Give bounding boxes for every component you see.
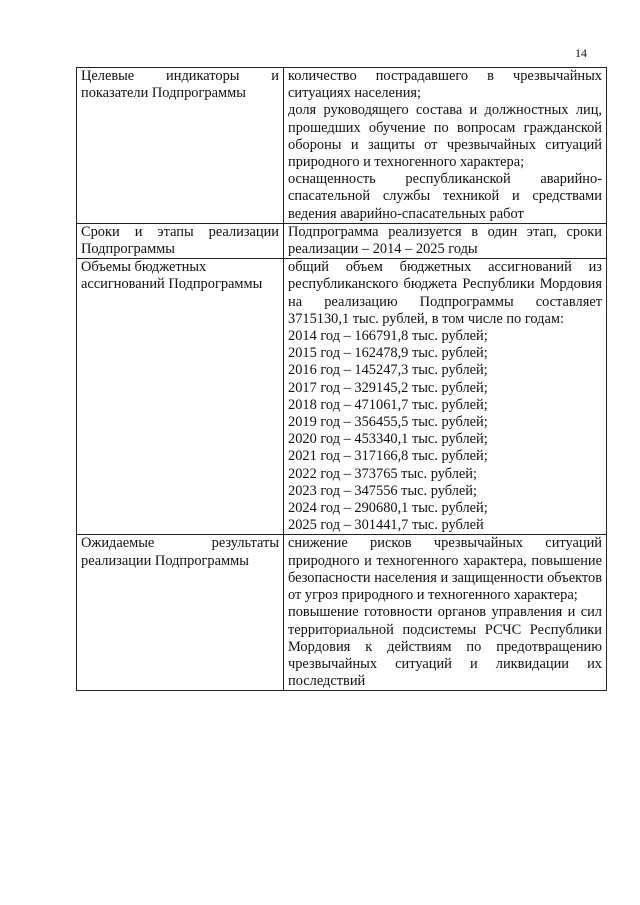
row-label-terms: Сроки и этапы реализации Подпрограммы [77,223,284,258]
table-row [77,68,607,224]
row-label-results: Ожидаемые результаты реализации Подпрограммы [77,535,284,691]
budget-year-line: 2022 год – 373765 тыс. рублей; [288,465,477,482]
row-value-indicators [284,68,607,224]
results-paragraph: снижение рисков чрезвычайных ситуаций природного и техногенного характера, повышение безопасности населения и защищенности объектов от угроз природного и техногенного характера; [288,535,602,604]
subprogram-passport-table [76,67,607,691]
indicator-paragraph: оснащенность республиканской аварийно-спасательной службы техникой и средствами ведения аварийно-спасательных работ [288,171,602,222]
table-row [77,535,607,691]
budget-year-line: 2018 год – 471061,7 тыс. рублей; [288,396,488,413]
indicator-paragraph: доля руководящего состава и должностных лиц, прошедших обучение по вопросам гражданской обороны и защиты от чрезвычайных ситуаций природного и техногенного характера; [288,102,602,171]
page-number: 14 [575,46,587,60]
budget-year-line: 2015 год – 162478,9 тыс. рублей; [288,345,488,362]
row-label-indicators: Целевые индикаторы и показатели Подпрограммы [77,68,284,224]
row-value-terms [284,223,607,258]
budget-intro: общий объем бюджетных ассигнований из республиканского бюджета Республики Мордовия на реализацию Подпрограммы составляет 3715130,1 тыс. рублей, в том числе по годам: [288,259,602,327]
table-row [77,259,607,535]
indicator-paragraph: количество пострадавшего в чрезвычайных ситуациях населения; [288,68,602,102]
budget-year-line: 2017 год – 329145,2 тыс. рублей; [288,379,488,396]
table-row [77,223,607,258]
budget-year-line: 2021 год – 317166,8 тыс. рублей; [288,448,488,465]
budget-year-line: 2014 год – 166791,8 тыс. рублей; [288,328,488,345]
budget-year-line: 2019 год – 356455,5 тыс. рублей; [288,414,488,431]
row-value-results [284,535,607,691]
budget-year-line: 2023 год – 347556 тыс. рублей; [288,482,477,499]
budget-year-line: 2016 год – 145247,3 тыс. рублей; [288,362,488,379]
results-paragraph: повышение готовности органов управления и сил территориальной подсистемы РСЧС Республики Мордовия к действиям по предотвращению чрезвычайных ситуаций и ликвидации их последствий [288,604,602,690]
budget-year-line: 2024 год – 290680,1 тыс. рублей; [288,500,488,517]
row-value-budget [284,259,607,535]
terms-paragraph: Подпрограмма реализуется в один этап, сроки реализации – 2014 – 2025 годы [288,223,602,258]
budget-year-line: 2025 год – 301441,7 тыс. рублей [288,517,484,534]
budget-year-line: 2020 год – 453340,1 тыс. рублей; [288,431,488,448]
row-label-budget: Объемы бюджетных ассигнований Подпрограммы [77,259,284,535]
